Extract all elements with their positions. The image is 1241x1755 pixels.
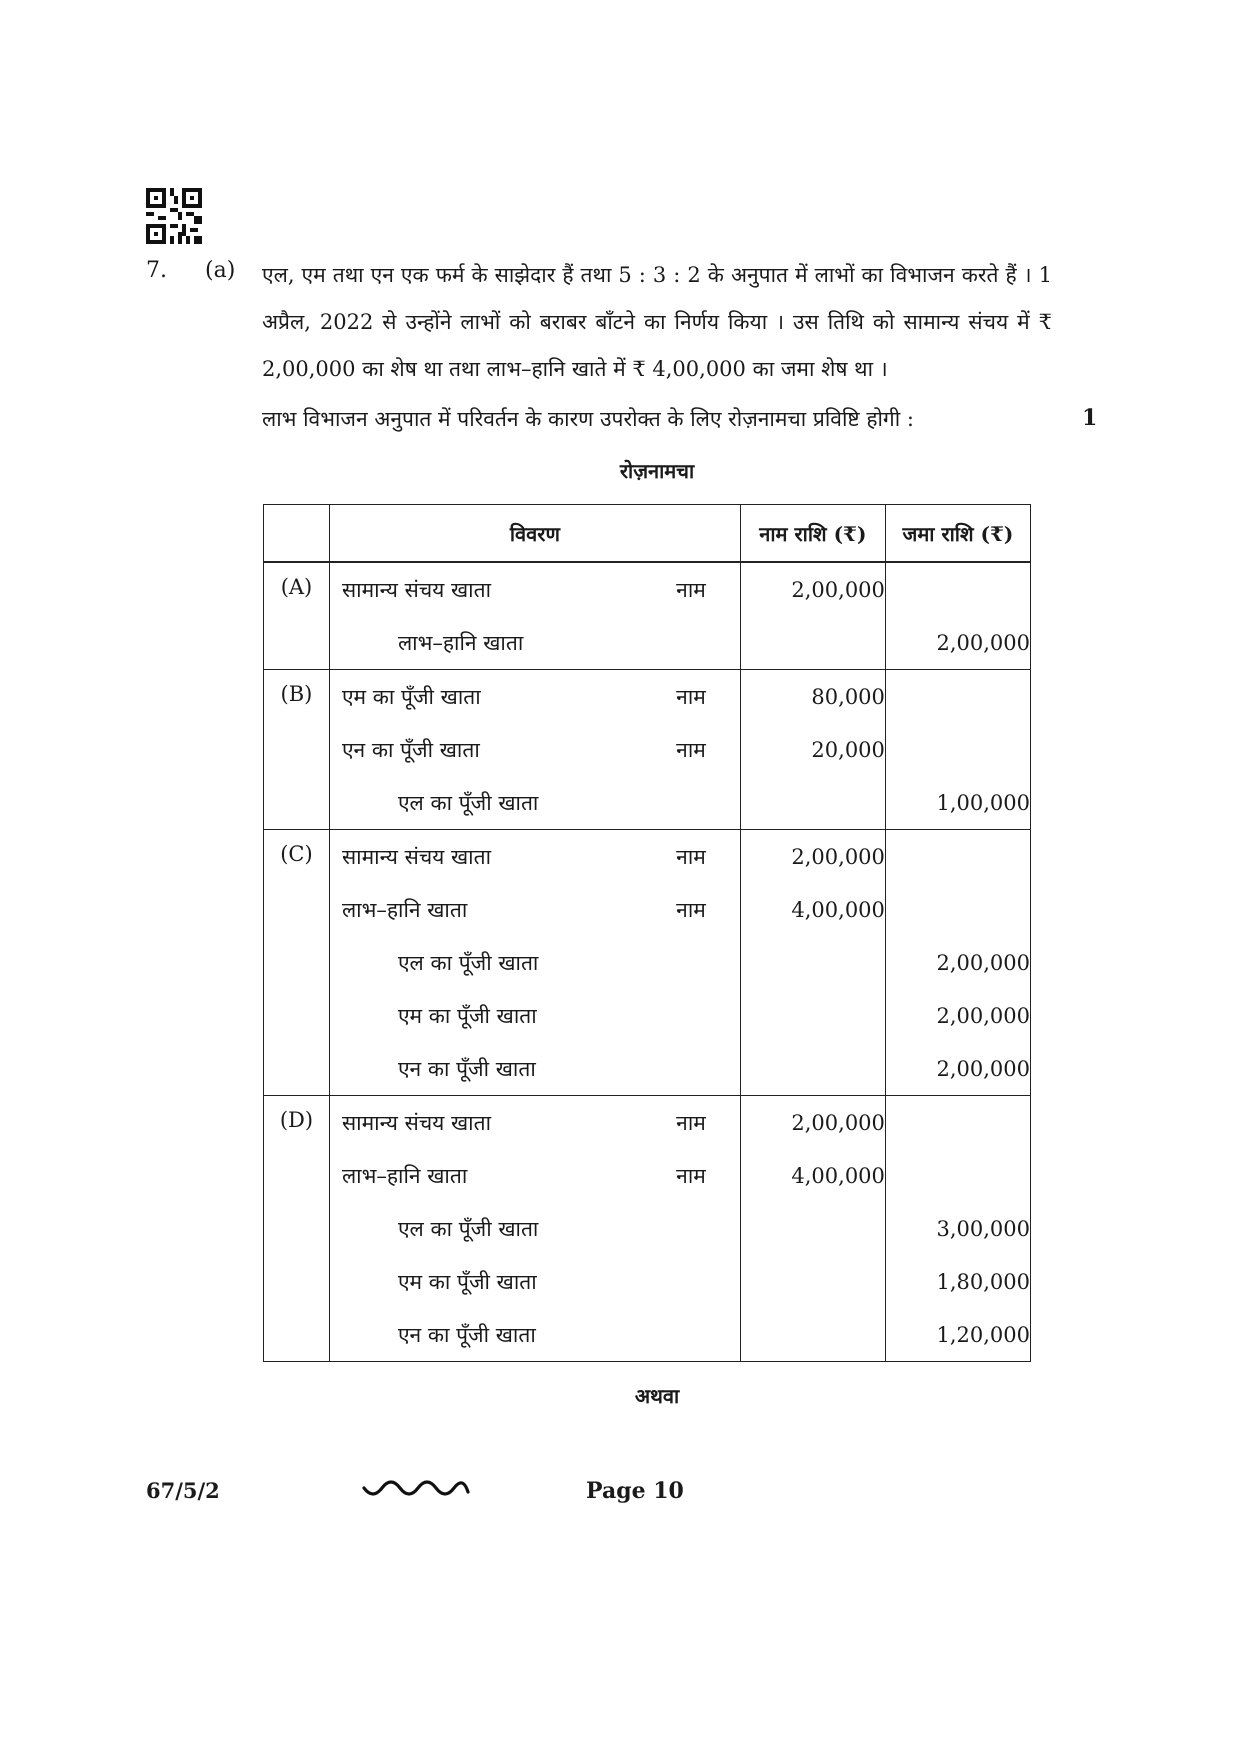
credit-amount <box>885 670 1030 724</box>
debit-amount: 20,000 <box>740 723 885 776</box>
debit-tag: नाम <box>676 1163 706 1188</box>
particulars-cell <box>329 830 740 884</box>
journal-table <box>263 504 1031 1362</box>
particulars-header: विवरण <box>329 505 740 563</box>
marks: 1 <box>1082 405 1098 431</box>
debit-amount <box>740 936 885 989</box>
account-name: एन का पूँजी खाता <box>397 1322 536 1347</box>
credit-amount: 2,00,000 <box>885 1042 1030 1096</box>
debit-amount <box>740 1255 885 1308</box>
account-name: सामान्य संचय खाता <box>341 1110 492 1135</box>
credit-amount: 1,00,000 <box>885 776 1030 830</box>
account-name: एम का पूँजी खाता <box>397 1269 537 1294</box>
qr-code-icon <box>146 188 202 244</box>
debit-tag: नाम <box>676 577 706 602</box>
debit-amount: 4,00,000 <box>740 883 885 936</box>
question-number: 7. <box>146 258 167 283</box>
or-divider-text: अथवा <box>634 1384 680 1408</box>
credit-amount: 1,20,000 <box>885 1308 1030 1362</box>
debit-amount: 80,000 <box>740 670 885 724</box>
option-label: (B) <box>264 670 330 830</box>
table-row <box>264 1096 1031 1150</box>
journal-body <box>264 562 1031 1362</box>
table-row <box>264 1255 1031 1308</box>
account-name: लाभ–हानि खाता <box>397 630 524 655</box>
table-row <box>264 562 1031 616</box>
credit-amount: 2,00,000 <box>885 989 1030 1042</box>
journal-title: रोज़नामचा <box>619 459 695 483</box>
credit-amount: 3,00,000 <box>885 1202 1030 1255</box>
wave-icon <box>362 1478 470 1506</box>
account-name: सामान्य संचय खाता <box>341 844 492 869</box>
option-label: (A) <box>264 562 330 670</box>
debit-amount <box>740 1202 885 1255</box>
credit-amount <box>885 1096 1030 1150</box>
particulars-cell <box>329 936 740 989</box>
particulars-cell <box>329 1149 740 1202</box>
credit-amount: 2,00,000 <box>885 616 1030 670</box>
particulars-cell <box>329 723 740 776</box>
credit-amount <box>885 1149 1030 1202</box>
particulars-cell <box>329 989 740 1042</box>
debit-amount <box>740 989 885 1042</box>
debit-tag: नाम <box>676 897 706 922</box>
option-label: (C) <box>264 830 330 1096</box>
credit-amount <box>885 562 1030 616</box>
debit-amount <box>740 1042 885 1096</box>
option-header <box>264 505 330 563</box>
particulars-cell <box>329 1042 740 1096</box>
debit-header: नाम राशि (₹) <box>740 505 885 563</box>
account-name: लाभ–हानि खाता <box>341 897 468 922</box>
particulars-cell <box>329 1202 740 1255</box>
account-name: एम का पूँजी खाता <box>341 684 481 709</box>
table-row <box>264 723 1031 776</box>
table-row <box>264 1149 1031 1202</box>
credit-amount <box>885 830 1030 884</box>
table-row <box>264 1308 1031 1362</box>
table-row <box>264 776 1031 830</box>
debit-amount <box>740 616 885 670</box>
account-name: एन का पूँजी खाता <box>397 1056 536 1081</box>
credit-amount: 1,80,000 <box>885 1255 1030 1308</box>
particulars-cell <box>329 1308 740 1362</box>
debit-amount: 4,00,000 <box>740 1149 885 1202</box>
credit-amount <box>885 723 1030 776</box>
particulars-cell <box>329 616 740 670</box>
table-row <box>264 1202 1031 1255</box>
debit-tag: नाम <box>676 1110 706 1135</box>
debit-amount <box>740 1308 885 1362</box>
table-row <box>264 936 1031 989</box>
page-number: Page 10 <box>586 1478 684 1504</box>
account-name: एल का पूँजी खाता <box>397 950 539 975</box>
particulars-cell <box>329 562 740 616</box>
particulars-cell <box>329 1255 740 1308</box>
debit-amount: 2,00,000 <box>740 830 885 884</box>
credit-amount: 2,00,000 <box>885 936 1030 989</box>
table-row <box>264 670 1031 724</box>
debit-tag: नाम <box>676 844 706 869</box>
particulars-cell <box>329 776 740 830</box>
debit-amount: 2,00,000 <box>740 1096 885 1150</box>
account-name: सामान्य संचय खाता <box>341 577 492 602</box>
credit-header: जमा राशि (₹) <box>885 505 1030 563</box>
question-stem: लाभ विभाजन अनुपात में परिवर्तन के कारण उपरोक्त के लिए रोज़नामचा प्रविष्टि होगी : <box>262 407 914 431</box>
question-paragraph: एल, एम तथा एन एक फर्म के साझेदार हैं तथा 5 : 3 : 2 के अनुपात में लाभों का विभाजन करते हैं । 1 अप्रैल, 2022 से उन्होंने लाभों को बराबर बाँटने का निर्णय किया । उस तिथि को सामान्य संचय में ₹ 2,00,000 का शेष था तथा लाभ–हानि खाते में ₹ 4,00,000 का जमा शेष था । <box>262 263 1052 381</box>
debit-amount: 2,00,000 <box>740 562 885 616</box>
table-row <box>264 830 1031 884</box>
paper-code: 67/5/2 <box>146 1478 220 1503</box>
account-name: लाभ–हानि खाता <box>341 1163 468 1188</box>
table-row <box>264 616 1031 670</box>
credit-amount <box>885 883 1030 936</box>
debit-tag: नाम <box>676 684 706 709</box>
debit-tag: नाम <box>676 737 706 762</box>
table-header-row <box>264 505 1031 563</box>
table-row <box>264 1042 1031 1096</box>
account-name: एल का पूँजी खाता <box>397 790 539 815</box>
particulars-cell <box>329 883 740 936</box>
particulars-cell <box>329 670 740 724</box>
account-name: एम का पूँजी खाता <box>397 1003 537 1028</box>
account-name: एल का पूँजी खाता <box>397 1216 539 1241</box>
table-row <box>264 883 1031 936</box>
particulars-cell <box>329 1096 740 1150</box>
account-name: एन का पूँजी खाता <box>341 737 480 762</box>
table-row <box>264 989 1031 1042</box>
question-part: (a) <box>205 258 236 283</box>
option-label: (D) <box>264 1096 330 1362</box>
debit-amount <box>740 776 885 830</box>
